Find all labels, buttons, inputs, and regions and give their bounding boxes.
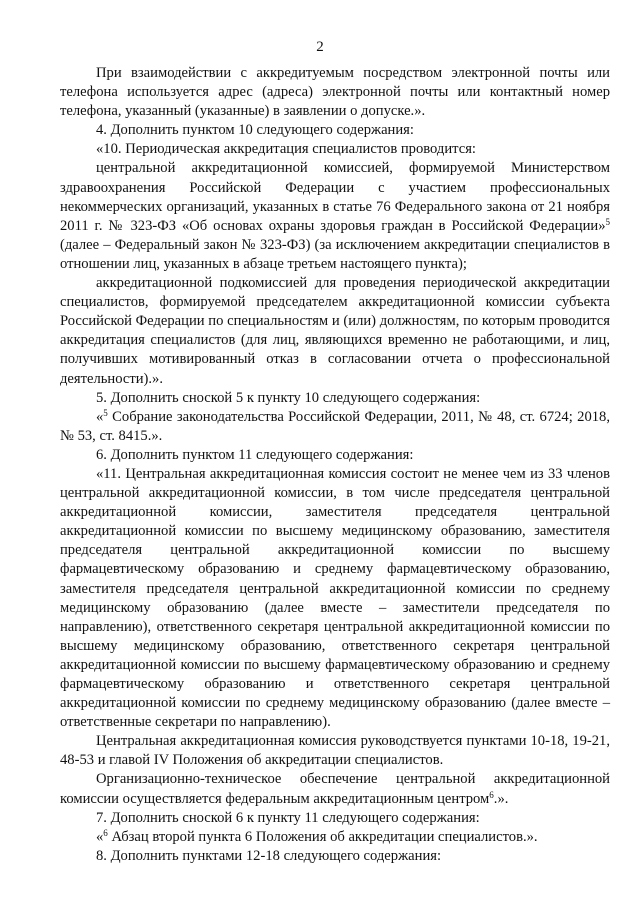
paragraph-4 (60, 159, 610, 274)
paragraph-text: 4. Дополнить пунктом 10 следующего содержания: (96, 122, 414, 139)
paragraph-text: Центральная аккредитационная комиссия руководствуется пунктами 10-18, 19-21, 48-53 и главой IV Положения об аккредитации специалистов. (60, 733, 610, 769)
paragraph-text-continued: (далее – Федеральный закон № 323-ФЗ) (за исключением аккредитации специалистов в отношении лиц, указанных в абзаце третьем настоящего пункта); (60, 236, 610, 272)
paragraph-text: «11. Центральная аккредитационная комиссия состоит не менее чем из 33 членов центральной аккредитационной комиссии, в том числе председателя центральной аккредитационной комиссии, заместителя председателя центральной аккредитационной комиссии по высшему медицинскому образованию, заместителя председателя центральной аккредитационной комиссии по высшему фармацевтическому образованию и среднему фармацевтическому образованию, заместителя председателя центральной аккредитационной комиссии по среднему медицинскому образованию (далее вместе – заместители председателя по направлению), ответственного секретаря центральной аккредитационной комиссии по высшему медицинскому образованию, ответственного секретаря центральной аккредитационной комиссии по высшему фармацевтическому образованию и среднему фармацевтическому образованию и ответственного секретаря центральной аккредитационной комиссии по среднему медицинскому образованию (далее вместе – ответственные секретари по направлению). (60, 465, 610, 731)
paragraph-text: «10. Периодическая аккредитация специалистов проводится: (96, 141, 476, 158)
paragraph-9 (60, 465, 610, 732)
paragraph-11 (60, 770, 610, 808)
paragraph-text: центральной аккредитационной комиссией, формируемой Министерством здравоохранения Российской Федерации с участием профессиональных некоммерческих организаций, указанных в статье 76 Федерального закона от 21 ноября 2011 г. № 323-ФЗ «Об основах охраны здоровья граждан в Российской Федерации» (60, 160, 610, 234)
paragraph-3 (60, 140, 610, 159)
paragraph-5 (60, 274, 610, 389)
footnote-ref: 6 (489, 789, 494, 800)
footnote-ref: 6 (103, 827, 108, 838)
paragraph-7 (60, 408, 610, 446)
footnote-ref: 5 (605, 216, 610, 227)
paragraph-text-continued: .». (493, 790, 509, 807)
paragraph-text-continued: Собрание законодательства Российской Федерации, 2011, № 48, ст. 6724; 2018, № 53, ст. 8415.». (60, 408, 610, 444)
paragraph-6 (60, 389, 610, 408)
paragraph-2 (60, 121, 610, 140)
footnote-ref: 5 (103, 407, 108, 418)
paragraph-text: аккредитационной подкомиссией для проведения периодической аккредитации специалистов, формируемой председателем аккредитационной комиссии субъекта Российской Федерации по специальностям и (или) должностям, по которым проводится аккредитация специалистов (для лиц, являющихся временно не работающими, и лиц, получивших мотивированный отказ в согласовании отчета о профессиональной деятельности).». (60, 275, 610, 387)
document-body (60, 64, 610, 866)
paragraph-13 (60, 828, 610, 847)
paragraph-12 (60, 809, 610, 828)
paragraph-1 (60, 64, 610, 121)
paragraph-text: При взаимодействии с аккредитуемым посредством электронной почты или телефона используется адрес (адреса) электронной почты или контактный номер телефона, указанный (указанные) в заявлении о допуске.». (60, 65, 610, 120)
paragraph-text: « (96, 828, 104, 845)
paragraph-text-continued: Абзац второй пункта 6 Положения об аккредитации специалистов.». (107, 828, 538, 845)
paragraph-10 (60, 732, 610, 770)
paragraph-text: Организационно-техническое обеспечение центральной аккредитационной комиссии осуществляется федеральным аккредитационным центром (60, 771, 610, 807)
paragraph-text: 7. Дополнить сноской 6 к пункту 11 следующего содержания: (96, 809, 480, 826)
page-number: 2 (316, 39, 324, 55)
paragraph-14 (60, 847, 610, 866)
paragraph-text: 8. Дополнить пунктами 12-18 следующего содержания: (96, 847, 442, 864)
paragraph-text: 6. Дополнить пунктом 11 следующего содержания: (96, 446, 414, 463)
paragraph-text: « (96, 408, 104, 425)
paragraph-8 (60, 446, 610, 465)
paragraph-text: 5. Дополнить сноской 5 к пункту 10 следующего содержания: (96, 389, 481, 406)
